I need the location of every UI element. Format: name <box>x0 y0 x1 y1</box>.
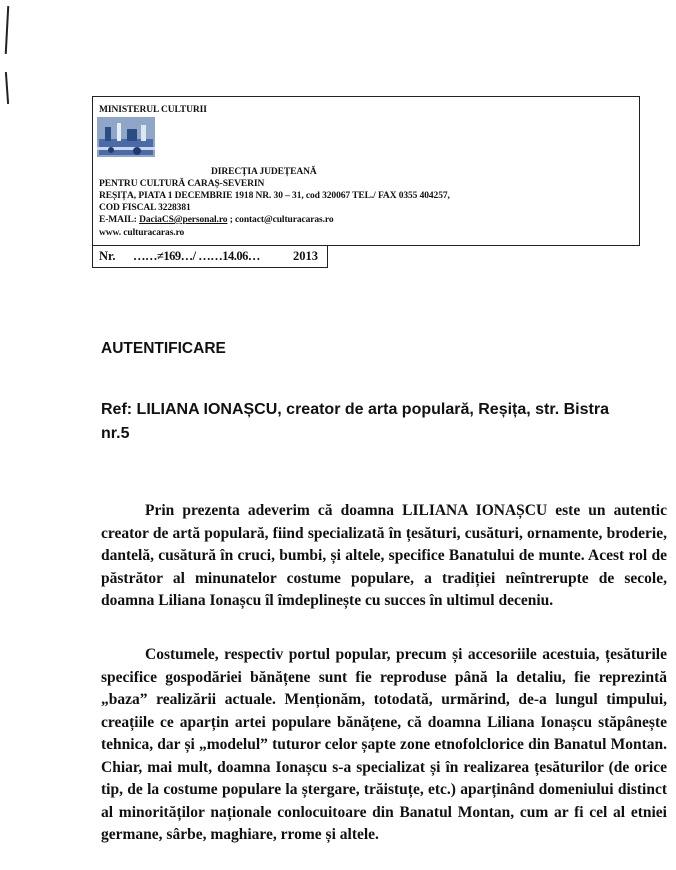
registration-year: 2013 <box>293 249 318 263</box>
reference-line: Ref: LILIANA IONAȘCU, creator de arta populară, Reșița, str. Bistra nr.5 <box>101 401 609 442</box>
ministry-name: MINISTERUL CULTURII <box>99 105 207 115</box>
directorate-name: DIRECȚIA JUDEȚEANĂ <box>211 167 317 177</box>
website-link[interactable]: www. culturacaras.ro <box>99 228 185 238</box>
address-line: REȘIȚA, PIATA 1 DECEMBRIE 1918 NR. 30 – 31, cod 320067 TEL./ FAX 0355 404257, <box>99 191 450 201</box>
email-label: E-MAIL: <box>99 215 140 225</box>
email-link-2[interactable]: contact@culturacaras.ro <box>235 215 334 225</box>
letterhead-box <box>92 96 640 246</box>
document-title: AUTENTIFICARE <box>101 340 226 357</box>
institution-logo-image <box>97 117 155 157</box>
body-paragraph-1: Prin prezenta adeverim că doamna LILIANA IONAȘCU este un autentic creator de artă populară, fiind specializată în țesături, cusături, ornamente, broderie, dantelă, cusătură în cruci, bumbi, și altele, specifice Banatului de munte. Acest rol de păstrător al minunatelor costume populare, a tradiției neîntrerupte de secole, doamna Liliana Ionașcu îl îmdeplinește cu succes în ultimul deceniu. <box>101 502 667 609</box>
registration-label: Nr. <box>99 249 116 263</box>
email-link-1[interactable]: DaciaCS@personal.ro <box>139 215 228 225</box>
registration-number-box <box>92 246 328 268</box>
margin-pen-mark <box>5 6 10 54</box>
body-paragraph-2: Costumele, respectiv portul popular, precum și accesoriile acestuia, țesăturile specifice gospodăriei bănățene sunt fie reproduse până la detaliu, fie reprezintă „baza” realizării actuale. Menționăm, totodată, urmărind, de-a lungul timpului, creațiile ce aparțin artei populare bănățene, că doamna Liliana Ionașcu stăpânește tehnica, dar și „modelul” tuturor celor șapte zone etnofolclorice din Banatul Montan. Chiar, mai mult, doamna Ionașcu s-a specializat și în realizarea țesăturilor (de orice tip, de la costume populare la ștergare, trăistuțe, etc.) aparținând domeniului distinct al minorităților naționale conlocuitoare din Banatul Montan, cum ar fi cel al etniei germane, sârbe, maghiare, rrome și altele. <box>101 646 667 843</box>
registration-value: ……≠169…/ ……14.06… <box>133 249 260 263</box>
fiscal-code: COD FISCAL 3228381 <box>99 203 191 213</box>
email-separator: ; <box>227 215 236 225</box>
email-line <box>99 215 333 225</box>
directorate-name-line2: PENTRU CULTURĂ CARAȘ-SEVERIN <box>99 179 265 189</box>
margin-pen-mark <box>5 72 9 104</box>
